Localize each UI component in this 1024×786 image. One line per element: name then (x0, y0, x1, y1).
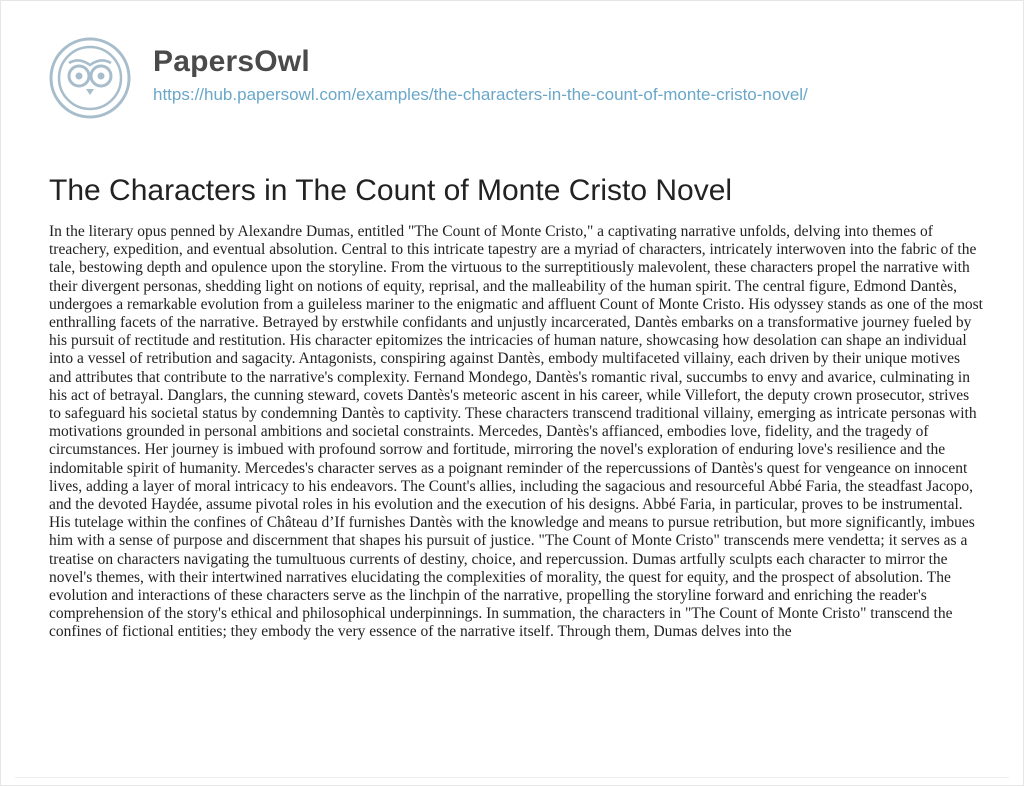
owl-logo-icon (49, 37, 131, 119)
bottom-divider (15, 777, 1009, 778)
source-url-link[interactable]: https://hub.papersowl.com/examples/the-characters-in-the-count-of-monte-cristo-novel/ (153, 85, 808, 104)
brand-block (153, 37, 808, 107)
site-header (49, 37, 808, 119)
brand-name: PapersOwl (153, 45, 310, 78)
article-body: In the literary opus penned by Alexandre Dumas, entitled "The Count of Monte Cristo," a captivating narrative unfolds, delving into themes of treachery, expedition, and eventual absolution. Central to this intricate tapestry are a myriad of characters, intricately interwoven into the fabric of the tale, bestowing depth and opulence upon the storyline. From the virtuous to the surreptitiously malevolent, these characters propel the narrative with their divergent personas, shedding light on notions of equity, reprisal, and the malleability of the human spirit. The central figure, Edmond Dantès, undergoes a remarkable evolution from a guileless mariner to the enigmatic and affluent Count of Monte Cristo. His odyssey stands as one of the most enthralling facets of the narrative. Betrayed by erstwhile confidants and unjustly incarcerated, Dantès embarks on a transformative journey fueled by his pursuit of rectitude and restitution. His character epitomizes the intricacies of human nature, showcasing how desolation can shape an individual into a vessel of retribution and sagacity. Antagonists, conspiring against Dantès, embody multifaceted villainy, each driven by their unique motives and attributes that contribute to the narrative's complexity. Fernand Mondego, Dantès's romantic rival, succumbs to envy and avarice, culminating in his act of betrayal. Danglars, the cunning steward, covets Dantès's meteoric ascent in his career, while Villefort, the deputy crown prosecutor, strives to safeguard his societal status by condemning Dantès to captivity. These characters transcend traditional villainy, emerging as intricate personas with motivations grounded in personal ambitions and societal constraints. Mercedes, Dantès's affianced, embodies love, fidelity, and the tragedy of circumstances. Her journey is imbued with profound sorrow and fortitude, mirroring the novel's exploration of enduring love's resilience and the indomitable spirit of humanity. Mercedes's character serves as a poignant reminder of the repercussions of Dantès's quest for vengeance on innocent lives, adding a layer of moral intricacy to his endeavors. The Count's allies, including the sagacious and resourceful Abbé Faria, the steadfast Jacopo, and the devoted Haydée, assume pivotal roles in his evolution and the execution of his designs. Abbé Faria, in particular, proves to be instrumental. His tutelage within the confines of Château d’If furnishes Dantès with the knowledge and means to pursue retribution, but more significantly, imbues him with a sense of purpose and discernment that shapes his pursuit of justice. "The Count of Monte Cristo" transcends mere vendetta; it serves as a treatise on characters navigating the tumultuous currents of destiny, choice, and repercussion. Dumas artfully sculpts each character to mirror the novel's themes, with their intertwined narratives elucidating the complexities of morality, the quest for equity, and the prospect of absolution. The evolution and interactions of these characters serve as the linchpin of the narrative, propelling the storyline forward and enriching the reader's comprehension of the story's ethical and philosophical underpinnings. In summation, the characters in "The Count of Monte Cristo" transcend the confines of fictional entities; they embody the very essence of the narrative itself. Through them, Dumas delves into the (49, 223, 983, 641)
page-title: The Characters in The Count of Monte Cristo Novel (49, 174, 733, 207)
